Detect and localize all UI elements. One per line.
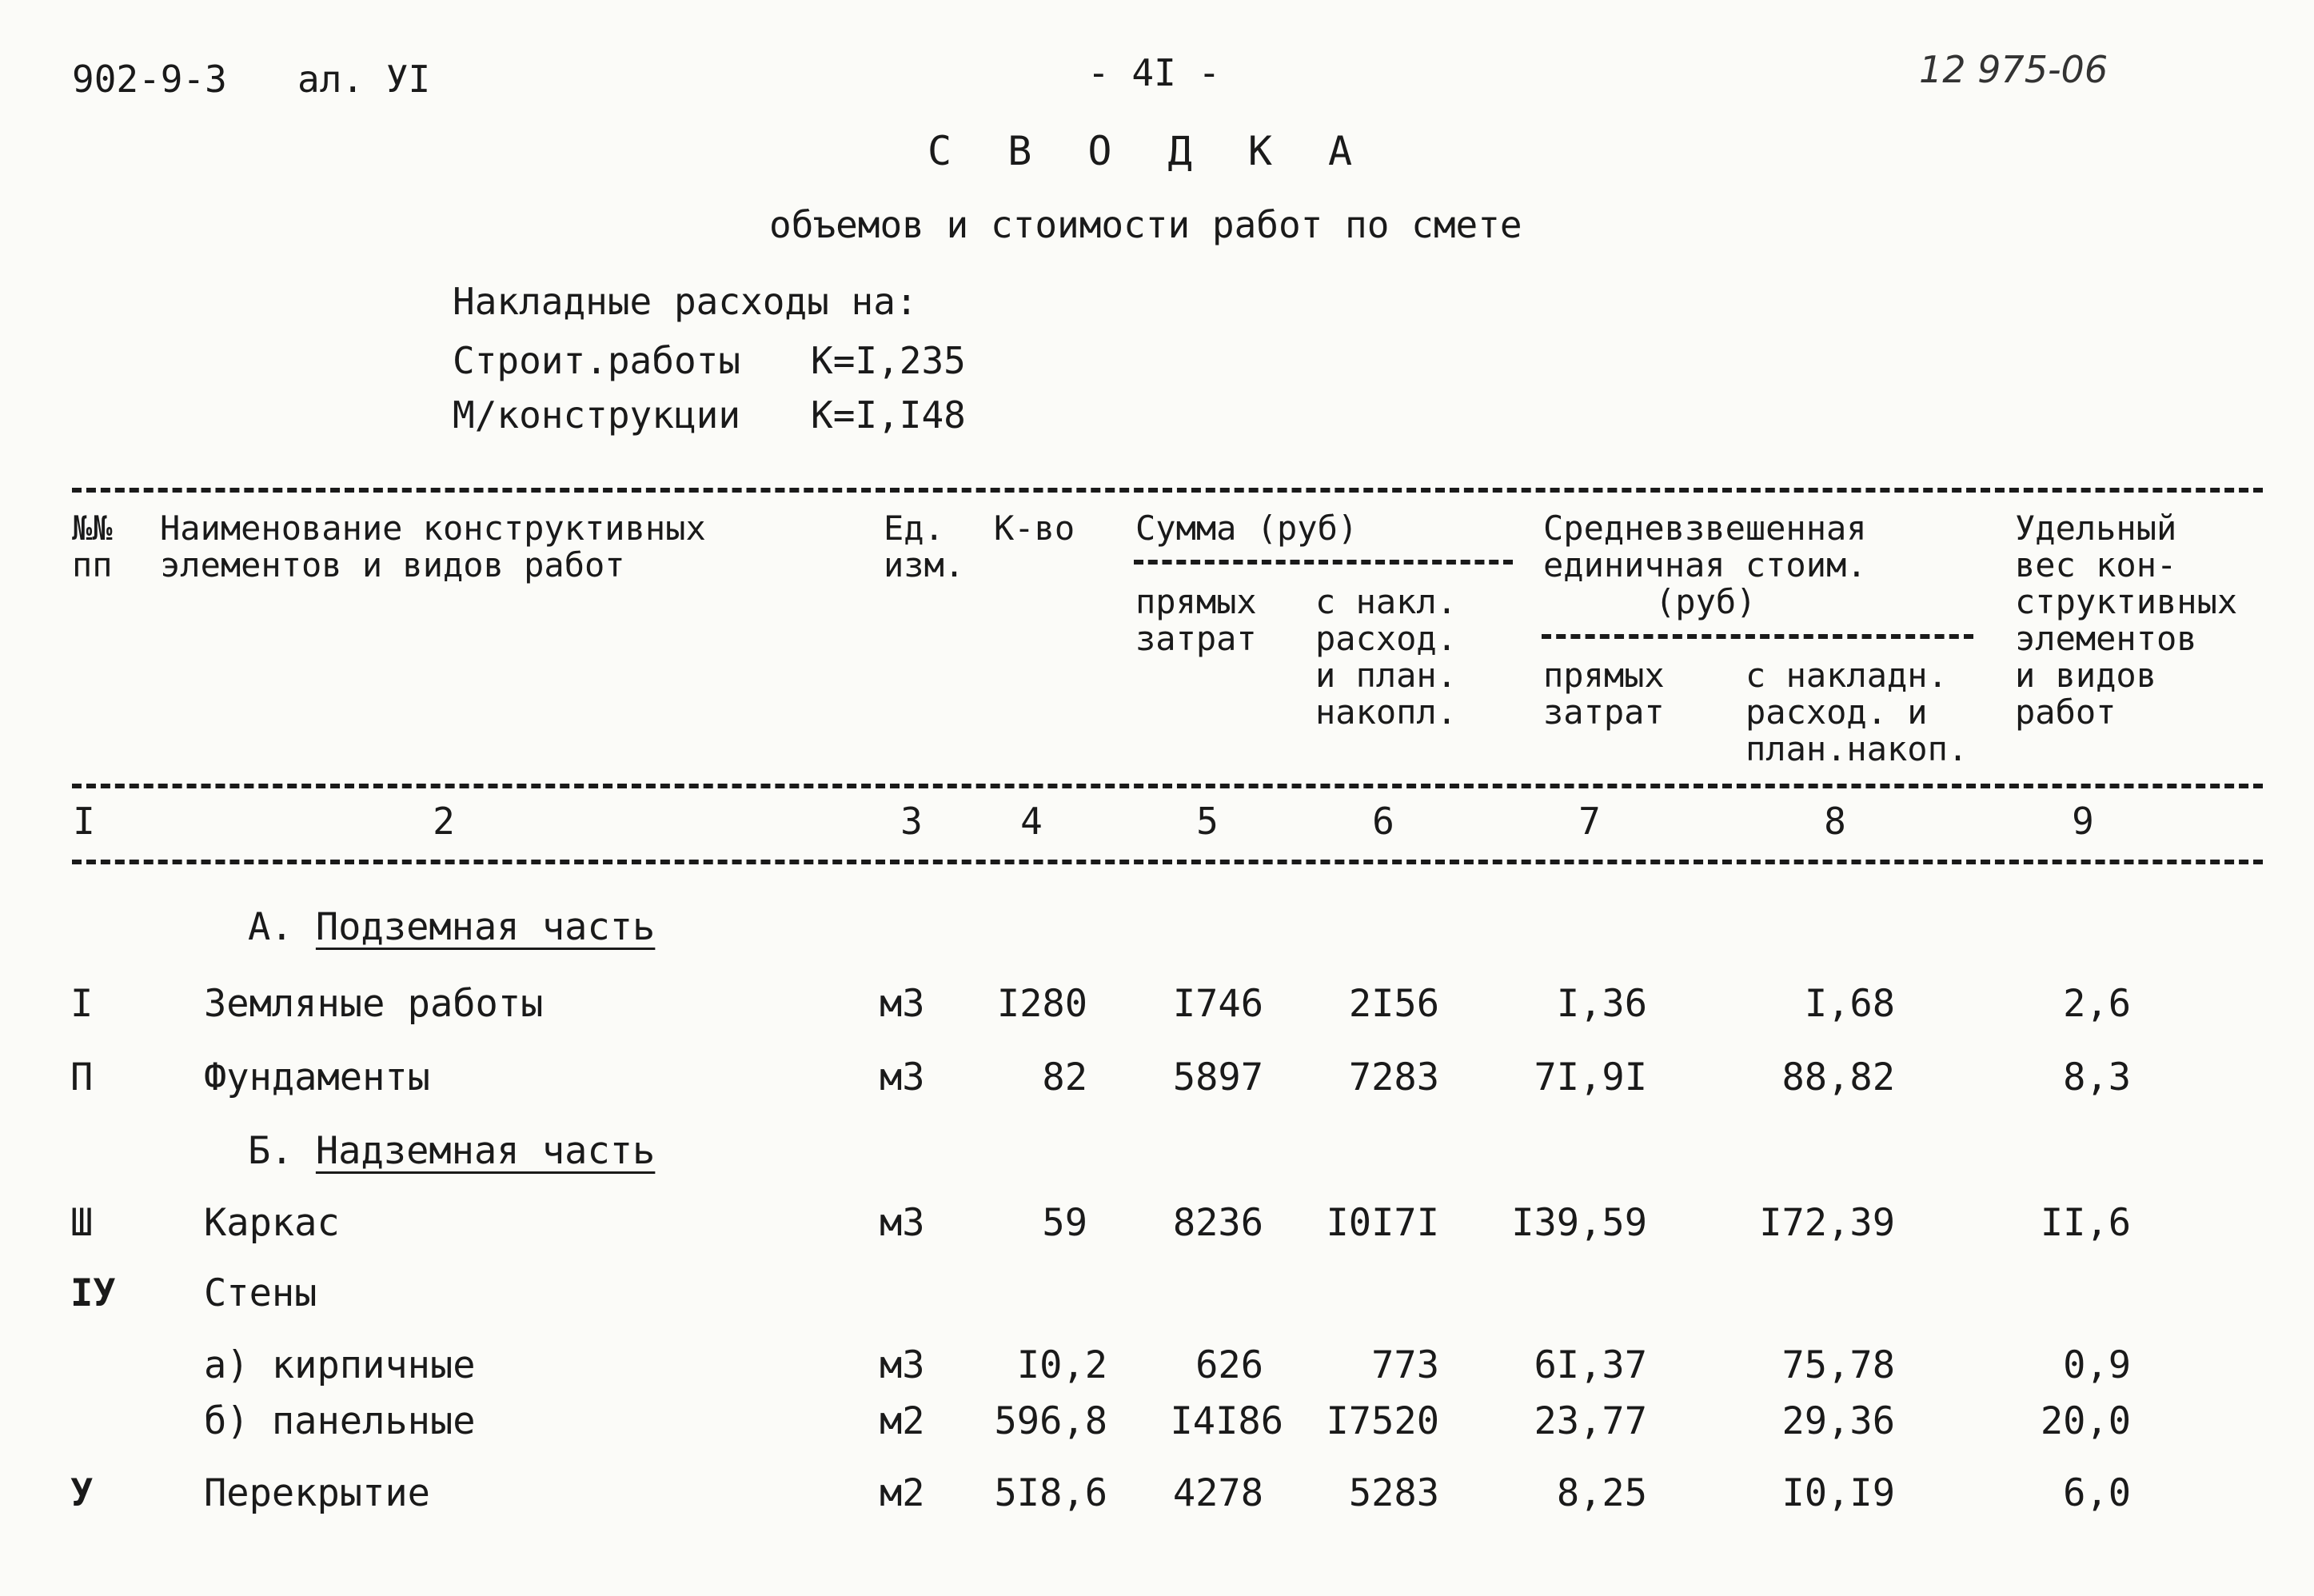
row-quantity: 596,8 xyxy=(994,1399,1107,1443)
header-avg-direct-line2: затрат xyxy=(1543,692,1665,732)
row-number: I xyxy=(70,982,94,1026)
column-numbers-rule xyxy=(72,860,2263,864)
row-number: Ш xyxy=(70,1201,94,1245)
header-share-line4: элементов xyxy=(2015,619,2197,658)
row-avg-direct-cost: I39,59 xyxy=(1511,1201,1647,1245)
row-direct-cost: I4I86 xyxy=(1170,1399,1283,1443)
section-letter: Б. xyxy=(248,1129,316,1173)
header-avg-group-line2: единичная стоим. xyxy=(1543,545,1867,585)
row-share: 8,3 xyxy=(2063,1055,2131,1099)
row-avg-cost-with-overhead: I,68 xyxy=(1804,982,1895,1026)
row-number: IУ xyxy=(70,1271,116,1315)
overhead-heading: Накладные расходы на: xyxy=(453,280,918,323)
page-title: С В О Д К А xyxy=(928,128,1369,174)
row-name: Каркас xyxy=(204,1201,340,1245)
inventory-number: 12 975-06 xyxy=(1919,48,2109,91)
row-quantity: 82 xyxy=(1042,1055,1087,1099)
header-direct-line2: затрат xyxy=(1135,619,1257,658)
row-name: Перекрытие xyxy=(204,1471,430,1515)
row-direct-cost: 8236 xyxy=(1172,1201,1263,1245)
header-avg-overhead-line3: план.накоп. xyxy=(1745,729,1969,768)
document-code: 902-9-3 xyxy=(72,58,227,101)
column-number: 7 xyxy=(1578,800,1601,843)
header-overhead-line2: расход. xyxy=(1315,619,1458,658)
overhead-label: М/конструкции xyxy=(453,393,741,437)
row-cost-with-overhead: 7283 xyxy=(1348,1055,1439,1099)
page-subtitle: объемов и стоимости работ по смете xyxy=(769,203,1522,246)
header-quantity: К-во xyxy=(994,509,1075,548)
header-share-line2: вес кон- xyxy=(2015,545,2177,585)
header-unit-line1: Ед. xyxy=(884,509,944,548)
header-unit-line2: изм. xyxy=(884,545,965,585)
row-direct-cost: 5897 xyxy=(1172,1055,1263,1099)
row-avg-direct-cost: I,36 xyxy=(1556,982,1647,1026)
column-number: 5 xyxy=(1196,800,1219,843)
row-avg-direct-cost: 7I,9I xyxy=(1534,1055,1647,1099)
header-overhead-line1: с накл. xyxy=(1315,582,1458,621)
row-avg-cost-with-overhead: 75,78 xyxy=(1781,1343,1895,1387)
header-avg-direct-line1: прямых xyxy=(1543,656,1665,695)
row-quantity: I280 xyxy=(996,982,1087,1026)
row-cost-with-overhead: I0I7I xyxy=(1326,1201,1439,1245)
row-share: 2,6 xyxy=(2063,982,2131,1026)
row-name: Стены xyxy=(204,1271,317,1315)
sum-group-rule xyxy=(1134,560,1513,565)
row-cost-with-overhead: 5283 xyxy=(1348,1471,1439,1515)
row-cost-with-overhead: 2I56 xyxy=(1348,982,1439,1026)
header-direct-line1: прямых xyxy=(1135,582,1257,621)
column-number: 2 xyxy=(433,800,455,843)
row-number: П xyxy=(70,1055,94,1099)
column-number: 8 xyxy=(1824,800,1846,843)
row-cost-with-overhead: I7520 xyxy=(1326,1399,1439,1443)
column-number: 9 xyxy=(2072,800,2094,843)
row-avg-cost-with-overhead: I0,I9 xyxy=(1781,1471,1895,1515)
row-share: II,6 xyxy=(2040,1201,2131,1245)
header-share-line3: структивных xyxy=(2015,582,2238,621)
row-cost-with-overhead: 773 xyxy=(1371,1343,1439,1387)
row-share: 6,0 xyxy=(2063,1471,2131,1515)
row-unit: м3 xyxy=(880,1055,925,1099)
column-number: 6 xyxy=(1372,800,1394,843)
section-title: Подземная часть xyxy=(315,905,656,949)
header-sum-group: Сумма (руб) xyxy=(1135,509,1358,548)
row-direct-cost: I746 xyxy=(1172,982,1263,1026)
header-overhead-line3: и план. xyxy=(1315,656,1458,695)
row-avg-direct-cost: 6I,37 xyxy=(1534,1343,1647,1387)
header-share-line1: Удельный xyxy=(2015,509,2177,548)
page-number: - 4I - xyxy=(1087,51,1221,94)
row-name: Земляные работы xyxy=(204,982,544,1026)
row-unit: м2 xyxy=(880,1399,925,1443)
section-letter: А. xyxy=(248,905,316,949)
column-number: 4 xyxy=(1020,800,1043,843)
header-overhead-line4: накопл. xyxy=(1315,692,1458,732)
header-bottom-rule xyxy=(72,784,2263,788)
row-unit: м3 xyxy=(880,1201,925,1245)
header-share-line5: и видов xyxy=(2015,656,2157,695)
column-number: 3 xyxy=(900,800,923,843)
row-unit: м2 xyxy=(880,1471,925,1515)
overhead-value: К=I,235 xyxy=(811,339,966,382)
row-avg-cost-with-overhead: 29,36 xyxy=(1781,1399,1895,1443)
row-avg-cost-with-overhead: I72,39 xyxy=(1759,1201,1895,1245)
row-direct-cost: 4278 xyxy=(1172,1471,1263,1515)
column-number: I xyxy=(73,800,95,843)
row-number: У xyxy=(70,1471,94,1515)
row-name: б) панельные xyxy=(204,1399,476,1443)
row-share: 20,0 xyxy=(2040,1399,2131,1443)
row-unit: м3 xyxy=(880,982,925,1026)
row-quantity: 59 xyxy=(1042,1201,1087,1245)
row-quantity: I0,2 xyxy=(1016,1343,1107,1387)
row-direct-cost: 626 xyxy=(1195,1343,1263,1387)
header-number-line1: №№ xyxy=(72,509,113,548)
header-avg-group-line1: Средневзвешенная xyxy=(1543,509,1867,548)
overhead-label: Строит.работы xyxy=(453,339,741,382)
row-avg-direct-cost: 8,25 xyxy=(1556,1471,1647,1515)
row-avg-direct-cost: 23,77 xyxy=(1534,1399,1647,1443)
avg-group-rule xyxy=(1542,634,1973,639)
header-name-line1: Наименование конструктивных xyxy=(160,509,706,548)
header-avg-overhead-line1: с накладн. xyxy=(1745,656,1948,695)
row-share: 0,9 xyxy=(2063,1343,2131,1387)
row-name: Фундаменты xyxy=(204,1055,430,1099)
header-avg-group-line3: (руб) xyxy=(1655,582,1757,621)
album-number: ал. УI xyxy=(297,58,431,101)
row-unit: м3 xyxy=(880,1343,925,1387)
row-quantity: 5I8,6 xyxy=(994,1471,1107,1515)
section-title: Надземная часть xyxy=(315,1129,656,1173)
header-avg-overhead-line2: расход. и xyxy=(1745,692,1928,732)
section-heading-aboveground xyxy=(248,1129,655,1173)
row-avg-cost-with-overhead: 88,82 xyxy=(1781,1055,1895,1099)
header-share-line6: работ xyxy=(2015,692,2117,732)
header-name-line2: элементов и видов работ xyxy=(160,545,625,585)
table-top-rule xyxy=(72,488,2263,493)
row-name: а) кирпичные xyxy=(204,1343,476,1387)
section-heading-underground xyxy=(248,905,655,949)
overhead-value: К=I,I48 xyxy=(811,393,966,437)
header-number-line2: пп xyxy=(72,545,113,585)
